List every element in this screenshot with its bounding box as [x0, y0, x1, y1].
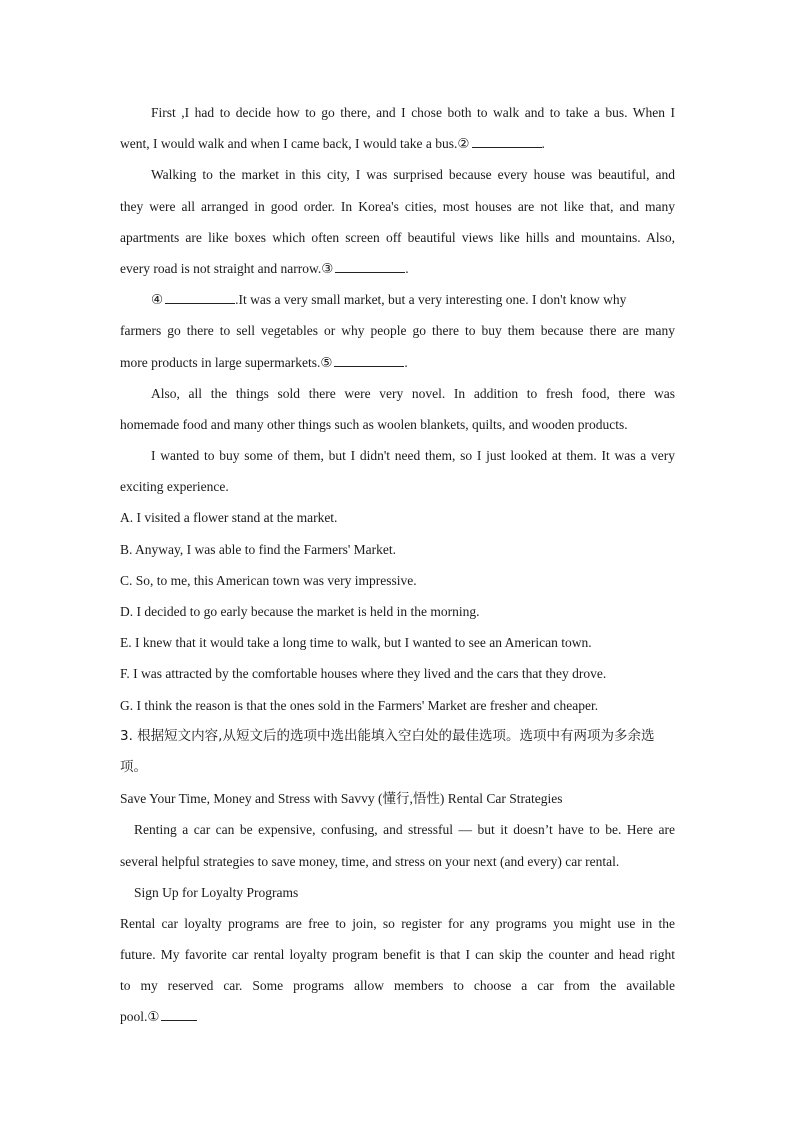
answer-blank-3[interactable]	[335, 271, 405, 273]
period: .	[404, 354, 408, 370]
article-line: future. My favorite car rental loyalty program benefit is that I can skip the counter and head right	[120, 947, 675, 963]
passage-line: they were all arranged in good order. In Korea's cities, most houses are not like that, and many	[120, 198, 675, 214]
question-instruction: 3. 根据短文内容,从短文后的选项中选出能填入空白处的最佳选项。选项中有两项为多余选	[120, 727, 655, 744]
question-instruction: 项。	[120, 758, 147, 775]
passage-text: every road is not straight and narrow.③	[120, 260, 334, 276]
passage-line: First ,I had to decide how to go there, and I chose both to walk and to take a bus. When I	[151, 105, 675, 120]
article-line: Renting a car can be expensive, confusing, and stressful — but it doesn’t have to be. Here are	[134, 822, 675, 838]
passage-line: homemade food and many other things such as woolen blankets, quilts, and wooden products.	[120, 416, 628, 432]
period: .	[541, 136, 545, 152]
passage-line: apartments are like boxes which often screen off beautiful views like hills and mountains. Also,	[120, 229, 675, 245]
answer-blank-1[interactable]	[161, 1019, 197, 1021]
document-content	[120, 97, 675, 1033]
answer-blank-4[interactable]	[165, 302, 235, 304]
answer-blank-2[interactable]	[472, 146, 542, 148]
passage-line	[120, 347, 675, 378]
article-line	[120, 1001, 675, 1032]
article-line: to my reserved car. Some programs allow members to choose a car from the available	[120, 978, 675, 994]
period: .	[405, 260, 409, 276]
passage-line: Also, all the things sold there were very novel. In addition to fresh food, there was	[151, 385, 675, 401]
option-a: A. I visited a flower stand at the market.	[120, 510, 338, 526]
article-line: several helpful strategies to save money, time, and stress on your next (and every) car rental.	[120, 853, 620, 869]
option-d: D. I decided to go early because the market is held in the morning.	[120, 604, 480, 619]
passage-text: went, I would walk and when I came back, I would take a bus.②	[120, 136, 470, 152]
option-c: C. So, to me, this American town was very impressive.	[120, 572, 417, 588]
passage-line: farmers go there to sell vegetables or why people go there to buy them because there are many	[120, 323, 675, 339]
article-text: pool.①	[120, 1009, 160, 1025]
passage-line: exciting experience.	[120, 479, 229, 495]
passage-line	[120, 253, 675, 284]
blank-number: ④	[151, 292, 164, 308]
passage-line: Walking to the market in this city, I was surprised because every house was beautiful, and	[151, 167, 675, 183]
answer-blank-5[interactable]	[334, 365, 404, 367]
passage-line	[120, 284, 675, 315]
section-heading: Sign Up for Loyalty Programs	[134, 884, 299, 900]
option-b: B. Anyway, I was able to find the Farmers' Market.	[120, 541, 396, 557]
passage-text: more products in large supermarkets.⑤	[120, 354, 333, 370]
article-title: Save Your Time, Money and Stress with Savvy (懂行,悟性) Rental Car Strategies	[120, 791, 563, 807]
passage-text: .It was a very small market, but a very interesting one. I don't know why	[235, 292, 627, 308]
option-e: E. I knew that it would take a long time to walk, but I wanted to see an American town.	[120, 635, 592, 651]
option-f: F. I was attracted by the comfortable houses where they lived and the cars that they drove.	[120, 666, 607, 682]
passage-line	[120, 128, 675, 159]
option-g: G. I think the reason is that the ones sold in the Farmers' Market are fresher and cheaper.	[120, 697, 599, 713]
article-line: Rental car loyalty programs are free to join, so register for any programs you might use in the	[120, 915, 675, 931]
passage-line: I wanted to buy some of them, but I didn't need them, so I just looked at them. It was a very	[151, 448, 675, 464]
